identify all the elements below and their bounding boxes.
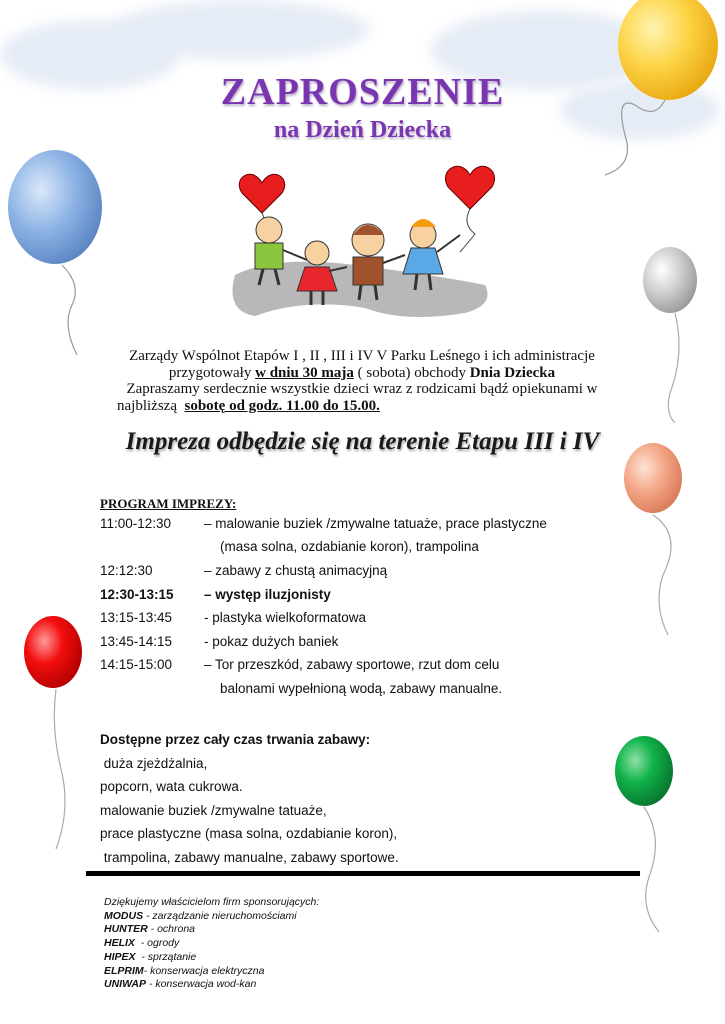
program-time: 12:12:30: [100, 563, 153, 578]
available-item: trampolina, zabawy manualne, zabawy sportowe.: [100, 849, 399, 865]
intro-paragraph: [82, 348, 642, 414]
sponsors-list: [104, 896, 319, 992]
sponsor-item: MODUS - zarządzanie nieruchomościami: [104, 909, 297, 922]
intro-line: Zarządy Wspólnot Etapów I , II , III i IV V Parku Leśnego i ich administracje: [129, 348, 595, 364]
available-item: prace plastyczne (masa solna, ozdabianie koron),: [100, 826, 398, 841]
intro-line: najbliższą sobotę od godz. 11.00 do 15.00.: [117, 397, 380, 414]
available-list: [100, 728, 399, 869]
sponsor-item: HIPEX - sprzątanie: [104, 950, 197, 963]
program-time: 14:15-15:00: [100, 657, 173, 672]
program-time: 11:00-12:30: [100, 516, 172, 531]
program-time: 13:15-13:45: [100, 610, 173, 625]
page-title: ZAPROSZENIE: [220, 71, 505, 113]
children-holding-hands-illustration: [225, 155, 500, 330]
peach-balloon-icon: [615, 440, 725, 640]
sponsor-item: UNIWAP - konserwacja wod-kan: [104, 978, 257, 991]
cloud-decoration: [110, 0, 370, 60]
sponsors-heading: Dziękujemy właścicielom firm sponsorujących:: [104, 896, 320, 908]
sponsor-item: HELIX - ogrody: [104, 937, 180, 950]
program-desc: – zabawy z chustą animacyjną: [204, 563, 388, 578]
gray-balloon-icon: [635, 245, 715, 425]
program-desc: – Tor przeszkód, zabawy sportowe, rzut dom celu: [204, 657, 500, 672]
available-item: popcorn, wata cukrowa.: [100, 779, 243, 794]
program-desc: - plastyka wielkoformatowa: [204, 610, 367, 625]
red-balloon-icon: [18, 615, 108, 855]
program-heading: PROGRAM IMPREZY:: [100, 496, 237, 511]
blue-balloon-icon: [0, 150, 120, 360]
available-heading: Dostępne przez cały czas trwania zabawy:: [100, 732, 371, 747]
available-item: duża zjeżdżalnia,: [100, 755, 208, 771]
program-desc-cont: balonami wypełnioną wodą, zabawy manualne.: [220, 681, 503, 696]
intro-line: przygotowały w dniu 30 maja ( sobota) obchody Dnia Dziecka: [168, 364, 556, 381]
program-desc: – malowanie buziek /zmywalne tatuaże, prace plastyczne: [204, 516, 547, 531]
program-desc-cont: (masa solna, ozdabianie koron), trampolina: [220, 539, 479, 554]
page-subtitle: na Dzień Dziecka: [273, 117, 452, 143]
intro-line: Zapraszamy serdecznie wszystkie dzieci wraz z rodzicami bądź opiekunami w: [126, 381, 598, 397]
divider: [86, 871, 640, 876]
program-time: 12:30-13:15: [100, 587, 174, 602]
program-desc: - pokaz dużych baniek: [204, 634, 339, 649]
green-balloon-icon: [608, 735, 698, 935]
sponsor-item: HUNTER - ochrona: [104, 923, 196, 936]
available-item: malowanie buziek /zmywalne tatuaże,: [100, 802, 327, 818]
sponsor-item: ELPRIM- konserwacja elektryczna: [104, 964, 265, 977]
program-desc: – występ iluzjonisty: [204, 587, 331, 602]
venue-headline: Impreza odbędzie się na terenie Etapu III i IV: [125, 428, 600, 455]
program-time: 13:45-14:15: [100, 634, 173, 649]
